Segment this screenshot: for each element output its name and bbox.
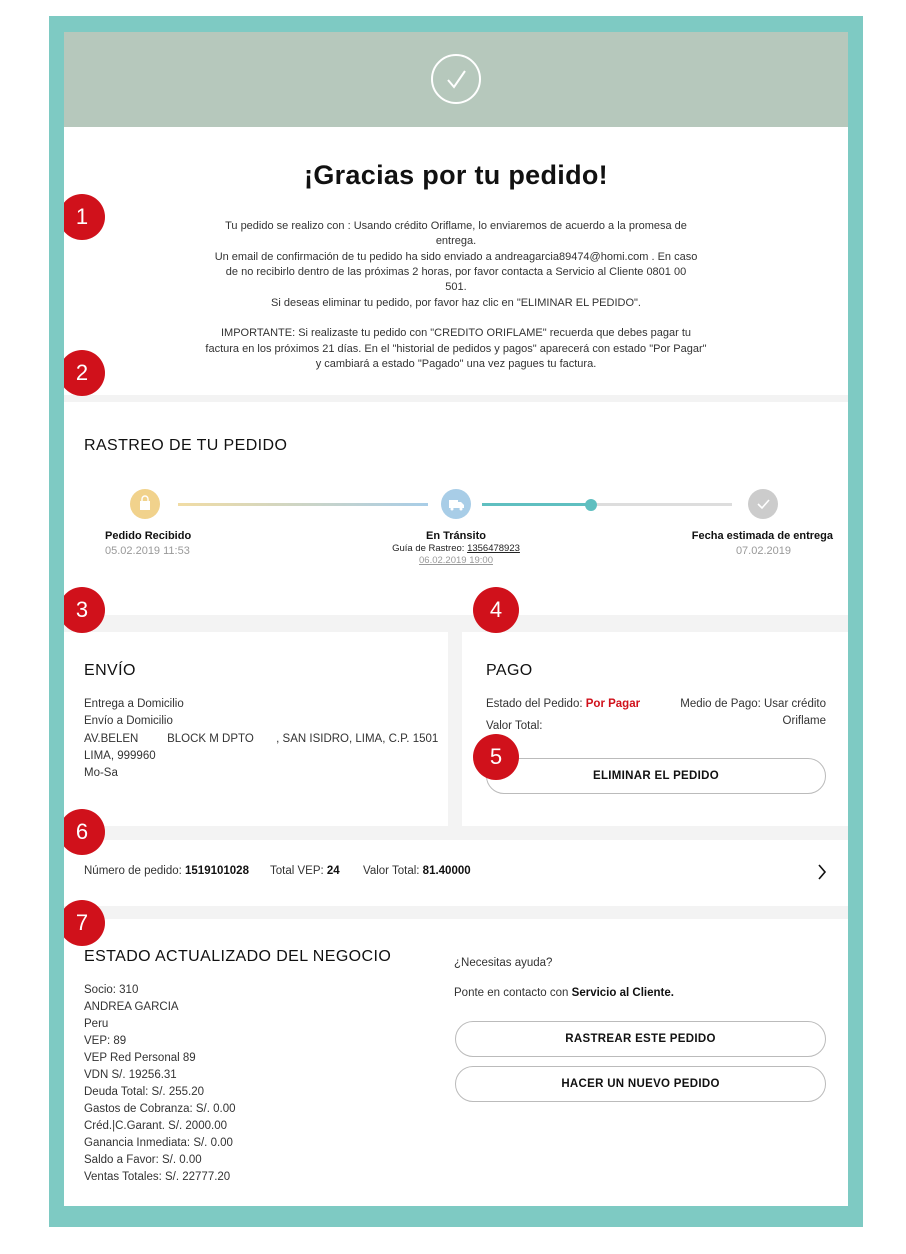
thanks-line: Tu pedido se realizo con : Usando crédito Oriflame, lo enviaremos de acuerdo a la promesa de [225,220,687,232]
step-delivery-date: 07.02.2019 [735,545,791,557]
order-total-label: Valor Total: [363,865,420,877]
business-line: Socio: 310 [84,984,139,996]
order-total-value: 81.40000 [422,865,471,877]
shipping-card [64,632,448,826]
shipping-line: LIMA, 999960 [84,750,156,762]
shopping-bag-icon [130,489,160,519]
delete-order-button[interactable]: ELIMINAR EL PEDIDO [486,758,826,794]
business-line: Deuda Total: S/. 255.20 [84,1086,204,1098]
shipping-address: AV.BELEN BLOCK M DPTO , SAN ISIDRO, LIMA, C.P. 1501 [84,733,439,745]
progress-marker [585,499,597,511]
thanks-section [64,127,848,395]
business-line: VDN S/. 19256.31 [84,1069,177,1081]
progress-bar-pending [592,503,732,506]
step-received-date: 05.02.2019 11:53 [105,545,190,557]
business-line: Peru [84,1018,109,1030]
business-line: VEP: 89 [84,1035,127,1047]
payment-total-label: Valor Total: [486,720,543,732]
thanks-line: Si deseas eliminar tu pedido, por favor haz clic en "ELIMINAR EL PEDIDO". [271,297,641,309]
total-vep [270,865,340,877]
tracking-section [64,402,848,615]
business-line: Créd.|C.Garant. S/. 2000.00 [84,1120,227,1132]
business-line: VEP Red Personal 89 [84,1052,196,1064]
help-question: ¿Necesitas ayuda? [454,957,553,969]
shipping-line: Envío a Domicilio [84,715,173,727]
thanks-line: factura en los próximos 21 días. En el "historial de pedidos y pagos" aparecerá con estado "Por Pagar" [205,343,707,355]
thanks-line: IMPORTANTE: Si realizaste tu pedido con "CREDITO ORIFLAME" recuerda que debes pagar tu [220,327,691,339]
annotation-badge: 6 [64,809,105,855]
order-status-value: Por Pagar [585,698,641,710]
payment-card [462,632,848,826]
order-number [84,865,249,877]
order-number-label: Número de pedido: [84,865,182,877]
help-text-label: Ponte en contacto con [454,987,569,999]
hero-banner [64,32,848,127]
chevron-right-icon[interactable] [814,862,830,882]
business-status-card [64,919,848,1206]
business-title: ESTADO ACTUALIZADO DEL NEGOCIO [84,948,392,965]
help-text [454,987,674,999]
total-vep-label: Total VEP: [270,865,324,877]
business-line: Ganancia Inmediata: S/. 0.00 [84,1137,233,1149]
progress-bar-active [482,503,592,506]
step-transit-date: 06.02.2019 19:00 [419,555,493,566]
order-confirmation-page [64,32,848,1206]
annotation-badge: 7 [64,900,105,946]
page-title: ¡Gracias por tu pedido! [304,160,608,190]
thanks-line: 501. [445,281,467,293]
business-line: Ventas Totales: S/. 22777.20 [84,1171,231,1183]
new-order-button[interactable]: HACER UN NUEVO PEDIDO [455,1066,826,1102]
progress-bar-done [178,503,428,506]
business-line: Saldo a Favor: S/. 0.00 [84,1154,202,1166]
track-order-button[interactable]: RASTREAR ESTE PEDIDO [455,1021,826,1057]
tracking-number-link[interactable]: 1356478923 [467,543,520,554]
thanks-line: entrega. [435,235,477,247]
tracking-guide [374,543,538,554]
business-line: ANDREA GARCIA [84,1001,179,1013]
order-number-value: 1519101028 [185,865,249,877]
order-status [486,698,640,710]
annotation-badge: 1 [64,194,105,240]
annotation-badge: 3 [64,587,105,633]
shipping-line: Entrega a Domicilio [84,698,184,710]
payment-method: Medio de Pago: Usar crédito [680,698,826,710]
annotation-badge: 4 [473,587,519,633]
step-delivery-label: Fecha estimada de entrega [691,530,833,542]
truck-icon [441,489,471,519]
total-vep-value: 24 [326,865,340,877]
step-received-label: Pedido Recibido [105,530,192,542]
business-line: Gastos de Cobranza: S/. 0.00 [84,1103,236,1115]
payment-title: PAGO [486,662,533,679]
check-circle-icon [431,54,481,104]
annotation-badge: 2 [64,350,105,396]
order-summary-bar[interactable] [64,840,848,906]
check-icon [748,489,778,519]
shipping-line: Mo-Sa [84,767,118,779]
tracking-title: RASTREO DE TU PEDIDO [84,437,288,454]
step-transit-label: En Tránsito [426,530,486,542]
tracking-guide-label: Guía de Rastreo: [392,543,465,554]
order-status-label: Estado del Pedido: [486,698,583,710]
thanks-line: y cambiará a estado "Pagado" una vez pagues tu factura. [315,358,597,370]
shipping-title: ENVÍO [84,662,136,679]
thanks-line: de no recibirlo dentro de las próximas 2 horas, por favor contacta a Servicio al Cliente 0801 00 [225,266,687,278]
order-total [363,865,471,877]
customer-service-link[interactable]: Servicio al Cliente. [571,987,674,999]
payment-method-line2: Oriflame [782,715,826,727]
annotation-badge: 5 [473,734,519,780]
thanks-line: Un email de confirmación de tu pedido ha sido enviado a andreagarcia89474@homi.com . En caso [214,251,698,263]
